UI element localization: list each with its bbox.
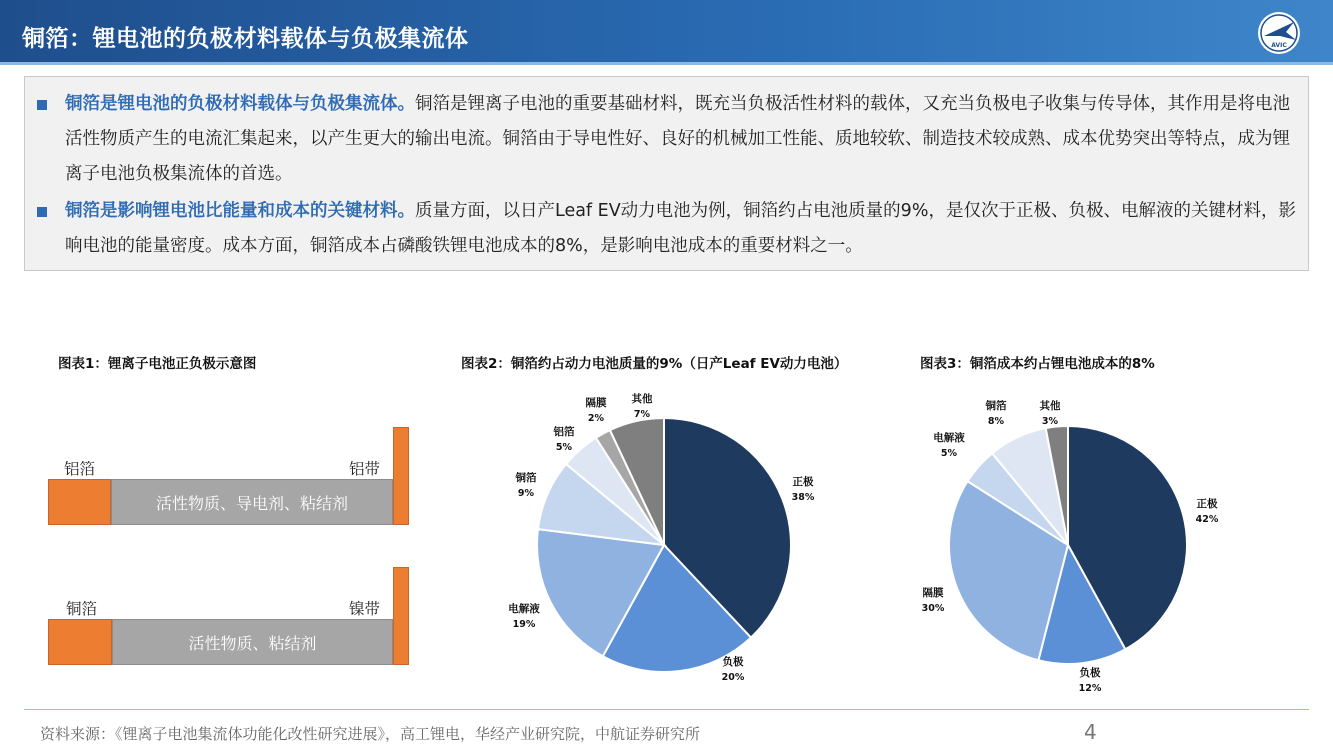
slice-percent-label: 30% xyxy=(921,603,945,614)
slice-percent-label: 7% xyxy=(633,409,651,420)
slice-label: 负极 xyxy=(1079,667,1101,679)
aluminum-tab-label: 铝带 xyxy=(349,460,381,478)
slice-label: 正极 xyxy=(792,476,814,488)
nickel-tab-block xyxy=(393,567,409,665)
figure-2-title: 图表2：铜箔约占动力电池质量的9%（日产Leaf EV动力电池） xyxy=(461,356,848,372)
paragraph-1-body: 铜箔是锂离子电池的重要基础材料，既充当负极活性材料的载体，又充当负极电子收集与传导体，其作用是将电池活性物质产生的电流汇集起来，以产生更大的输出电流。铜箔由于导电性好、良好的机械加工性能、质地较软、制造技术较成熟、成本优势突出等特点，成为锂离子电池负极集流体的首选。 xyxy=(65,94,1290,184)
summary-paragraph-1 xyxy=(65,87,1301,192)
slice-percent-label: 9% xyxy=(517,488,535,499)
slice-percent-label: 42% xyxy=(1195,514,1219,525)
slice-label: 铜箔 xyxy=(985,400,1007,412)
slice-percent-label: 38% xyxy=(791,492,815,503)
paragraph-2-lead: 铜箔是影响锂电池比能量和成本的关键材料。 xyxy=(65,201,415,221)
slice-percent-label: 12% xyxy=(1078,683,1102,694)
pie-chart-cost xyxy=(900,385,1240,700)
pie-chart-mass xyxy=(480,385,820,690)
slice-percent-label: 2% xyxy=(587,413,605,424)
slice-label: 其他 xyxy=(631,393,653,405)
figure-3-title: 图表3：铜箔成本约占锂电池成本的8% xyxy=(920,356,1155,372)
header-separator xyxy=(0,62,1333,65)
slice-percent-label: 20% xyxy=(721,672,745,683)
avic-logo-icon xyxy=(1256,10,1302,56)
figure-1-title: 图表1：锂离子电池正负极示意图 xyxy=(58,356,257,372)
bullet-square-icon xyxy=(37,207,47,217)
copper-foil-block xyxy=(48,619,112,665)
copper-foil-label: 铜箔 xyxy=(66,600,98,618)
slice-label: 其他 xyxy=(1039,400,1061,412)
slice-label: 隔膜 xyxy=(585,397,607,409)
cathode-layer-label: 活性物质、导电剂、粘结剂 xyxy=(155,493,348,513)
summary-paragraph-2 xyxy=(65,194,1301,264)
slice-percent-label: 3% xyxy=(1041,416,1059,427)
nickel-tab-label: 镍带 xyxy=(349,600,381,618)
slice-label: 正极 xyxy=(1196,498,1218,510)
paragraph-1-lead: 铜箔是锂电池的负极材料载体与负极集流体。 xyxy=(65,94,415,114)
aluminum-foil-label: 铝箔 xyxy=(64,460,96,478)
slice-percent-label: 5% xyxy=(555,442,573,453)
source-note: 资料来源：《锂离子电池集流体功能化改性研究进展》，高工锂电，华经产业研究院，中航证券研究所 xyxy=(40,725,701,743)
slice-label: 负极 xyxy=(722,656,744,668)
bullet-square-icon xyxy=(37,100,47,110)
slice-label: 铝箔 xyxy=(553,426,575,438)
slice-percent-label: 8% xyxy=(987,416,1005,427)
logo-text: AVIC xyxy=(1271,42,1287,49)
aluminum-tab-block xyxy=(393,427,409,525)
cathode-active-layer xyxy=(111,479,393,525)
header-bar xyxy=(0,0,1333,62)
slice-label: 隔膜 xyxy=(922,587,944,599)
summary-box xyxy=(24,76,1309,271)
anode-active-layer xyxy=(112,619,393,665)
page-title: 铜箔：锂电池的负极材料载体与负极集流体 xyxy=(22,26,469,52)
slice-percent-label: 5% xyxy=(940,448,958,459)
slice-label: 电解液 xyxy=(508,603,540,615)
paragraph-2-body: 质量方面，以日产Leaf EV动力电池为例，铜箔约占电池质量的9%，是仅次于正极、负极、电解液的关键材料，影响电池的能量密度。成本方面，铜箔成本占磷酸铁锂电池成本的8%，是影响电池成本的重要材料之一。 xyxy=(65,201,1296,256)
aluminum-foil-block xyxy=(48,479,111,525)
anode-layer-label: 活性物质、粘结剂 xyxy=(188,633,317,653)
slice-label: 电解液 xyxy=(933,432,965,444)
page-number: 4 xyxy=(1084,720,1097,744)
footer-divider xyxy=(24,709,1309,710)
slice-percent-label: 19% xyxy=(512,619,536,630)
slice-label: 铜箔 xyxy=(515,472,537,484)
